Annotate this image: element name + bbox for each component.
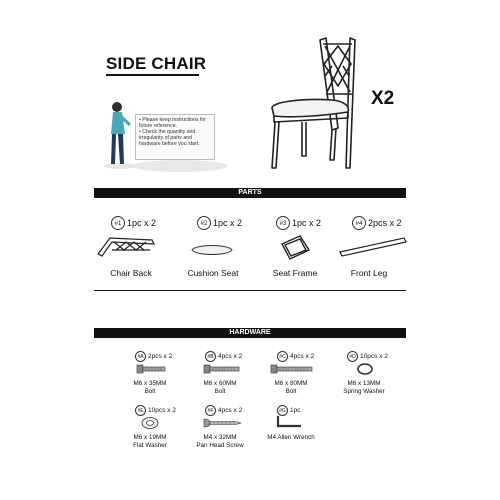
note-line: • Please keep instructions for: [139, 117, 206, 123]
hardware-size: M6 x 80MM: [274, 380, 308, 387]
hardware-label: [115, 434, 185, 449]
part-3-header: [276, 214, 321, 232]
hardware-size: M4 x 32MM: [203, 434, 237, 441]
hardware-label: [329, 380, 399, 395]
part-1-header: [111, 214, 156, 232]
hardware-label: [185, 434, 255, 449]
chair-back-icon: [96, 234, 156, 258]
hardware-type: Bolt: [144, 387, 156, 395]
hardware-type: Flat Washer: [133, 441, 167, 449]
hardware-number-badge: #G: [277, 405, 288, 416]
flat-washer-icon: [140, 416, 160, 430]
part-number-badge: #1: [111, 216, 125, 230]
title-underline: [106, 74, 199, 76]
hardware-number-badge: #F: [205, 405, 216, 416]
allen-wrench-icon: [275, 414, 303, 430]
parts-section-divider: [94, 290, 406, 291]
note-line: irregularity of parts and: [139, 135, 193, 141]
part-label: Chair Back: [110, 268, 152, 278]
spring-washer-icon: [356, 362, 374, 376]
part-4-header: [352, 214, 402, 232]
hardware-size: M6 x 35MM: [133, 380, 167, 387]
page-title: SIDE CHAIR: [106, 54, 207, 73]
hardware-type: Bolt: [285, 387, 297, 395]
cushion-seat-icon: [190, 242, 234, 258]
hardware-label: [115, 380, 185, 395]
hardware-label: [256, 380, 326, 395]
hardware-size: M6 x 13MM: [347, 380, 381, 387]
hardware-quantity: 1pc: [290, 407, 301, 415]
hardware-number-badge: #C: [277, 351, 288, 362]
hardware-type: Bolt: [214, 387, 226, 395]
hardware-quantity: 4pcs x 2: [290, 353, 315, 361]
hardware-number-badge: #E: [135, 405, 146, 416]
chair-quantity: X2: [371, 88, 395, 109]
hardware-number-badge: #A: [135, 351, 146, 362]
part-number-badge: #3: [276, 216, 290, 230]
bolt-35mm-icon: [136, 364, 168, 374]
pan-head-screw-icon: [203, 418, 243, 428]
front-leg-icon: [338, 234, 410, 258]
seat-frame-icon: [278, 234, 312, 262]
hardware-type: Spring Washer: [343, 387, 385, 395]
hardware-section-header: HARDWARE: [94, 328, 406, 338]
part-label: Seat Frame: [272, 268, 318, 278]
part-quantity: 1pc x 2: [213, 217, 243, 228]
part-number-badge: #4: [352, 216, 366, 230]
bolt-60mm-icon: [203, 364, 241, 374]
parts-section-header: PARTS: [94, 188, 406, 198]
hardware-size: M6 x 60MM: [203, 380, 237, 387]
hardware-number-badge: #D: [347, 351, 358, 362]
hardware-number-badge: #B: [205, 351, 216, 362]
floor-shadow: [130, 158, 230, 174]
hardware-quantity: 10pcs x 2: [360, 353, 388, 361]
hardware-label: [185, 380, 255, 395]
note-line: • Check the quantity and: [139, 129, 196, 135]
hardware-quantity: 4pcs x 2: [218, 353, 243, 361]
hardware-size: M4 Allen Wrench: [267, 434, 315, 441]
part-label: Cushion Seat: [187, 268, 239, 278]
note-line: hardware before you start.: [139, 141, 200, 147]
part-quantity: 1pc x 2: [127, 217, 157, 228]
part-quantity: 1pc x 2: [292, 217, 322, 228]
part-label: Front Leg: [350, 268, 388, 278]
instruction-notes: [135, 114, 215, 160]
part-number-badge: #2: [197, 216, 211, 230]
hardware-quantity: 2pcs x 2: [148, 353, 173, 361]
note-line: future reference.: [139, 123, 178, 129]
part-2-header: [197, 214, 242, 232]
hardware-label: [256, 434, 326, 442]
hardware-size: M6 x 19MM: [133, 434, 167, 441]
bolt-80mm-icon: [270, 364, 314, 374]
hardware-quantity: 10pcs x 2: [148, 407, 176, 415]
hardware-type: Pan Head Screw: [196, 441, 244, 449]
chair-illustration: [262, 36, 362, 172]
hardware-quantity: 4pcs x 2: [218, 407, 243, 415]
part-quantity: 2pcs x 2: [368, 217, 402, 228]
